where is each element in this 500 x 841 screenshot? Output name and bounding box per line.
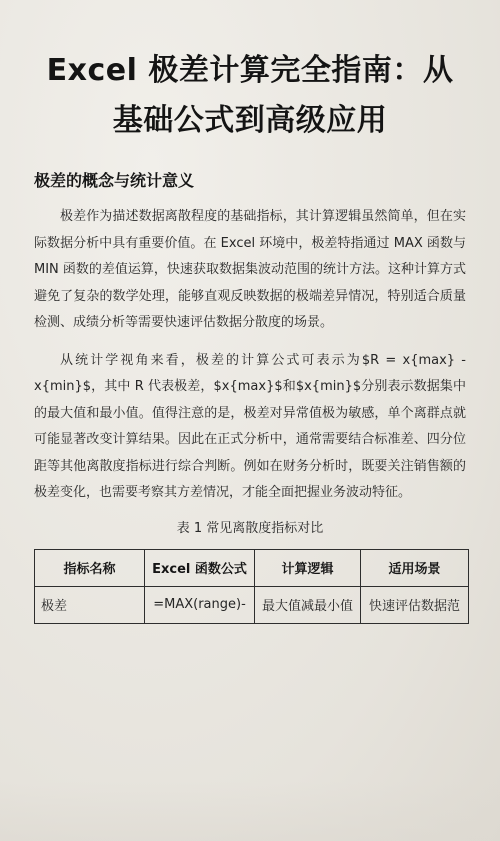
table-cell: 极差	[35, 586, 145, 623]
table-cell: 快速评估数据范	[361, 586, 469, 623]
table-header-cell: 计算逻辑	[255, 549, 361, 586]
body-paragraph-2: 从统计学视角来看，极差的计算公式可表示为$R = x{max} - x{min}$，其中 R 代表极差，$x{max}$和$x{min}$分别表示数据集中的最大值和最小值。值得注意的是，极差对异常值极为敏感，单个离群点就可能显著改变计算结果。因此在正式分析中，通常需要结合标准差、四分位距等其他离散度指标进行综合判断。例如在财务分析时，既要关注销售额的极差变化，也需要考察其方差情况，才能全面把握业务波动特征。	[34, 352, 466, 500]
table-header-cell: 指标名称	[35, 549, 145, 586]
table-row	[35, 586, 469, 623]
table-cell: =MAX(range)-	[145, 586, 255, 623]
table-header-cell: 适用场景	[361, 549, 469, 586]
page-title: Excel 极差计算完全指南：从基础公式到高级应用	[46, 53, 454, 138]
body-paragraph-1: 极差作为描述数据离散程度的基础指标，其计算逻辑虽然简单，但在实际数据分析中具有重要价值。在 Excel 环境中，极差特指通过 MAX 函数与 MIN 函数的差值运算，快速获取数据集波动范围的统计方法。这种计算方式避免了复杂的数学处理，能够直观反映数据的极端差异情况，特别适合质量检测、成绩分析等需要快速评估数据分散度的场景。	[34, 209, 466, 330]
section-heading: 极差的概念与统计意义	[34, 171, 195, 190]
table-header-cell: Excel 函数公式	[145, 549, 255, 586]
page-shadow	[0, 781, 500, 841]
document-page	[0, 46, 500, 841]
table-cell: 最大值减最小值	[255, 586, 361, 623]
table-header-row	[35, 549, 469, 586]
table-caption: 表 1 常见离散度指标对比	[176, 520, 324, 536]
dispersion-comparison-table	[34, 549, 469, 624]
